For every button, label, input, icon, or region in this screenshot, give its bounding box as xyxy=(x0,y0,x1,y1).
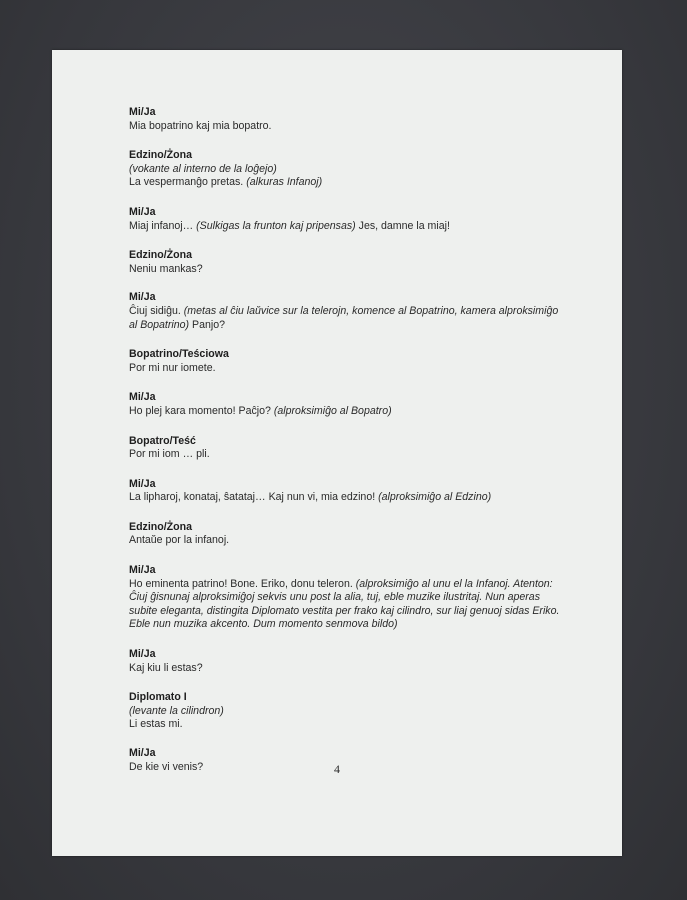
spoken-text: Antaŭe por la infanoj. xyxy=(129,534,230,547)
spoken-text: Ho eminenta patrino! Bone. Eriko, donu teleron. xyxy=(129,577,356,590)
dialogue-line xyxy=(129,362,599,376)
stage-direction: (vokante al interno de la loĝejo) xyxy=(129,162,277,175)
dialogue-line xyxy=(129,718,599,732)
spoken-text: Panjo? xyxy=(189,318,226,331)
dialogue-line xyxy=(129,220,599,234)
dialogue-block xyxy=(129,249,599,276)
spoken-text: Neniu mankas? xyxy=(129,262,203,275)
dialogue-block xyxy=(129,521,599,548)
dialogue-block xyxy=(129,564,599,632)
dialogue-block xyxy=(129,149,599,190)
stage-direction: (alkuras Infanoj) xyxy=(246,176,323,189)
stage-direction: al Bopatrino) xyxy=(129,318,190,331)
dialogue-block xyxy=(129,206,599,233)
spoken-text: Jes, damne la miaj! xyxy=(355,219,450,232)
speaker-name: Mi/Ja xyxy=(129,106,156,118)
stage-direction: (alproksimiĝo al Bopatro) xyxy=(273,404,392,417)
script-text xyxy=(129,90,599,774)
dialogue-block xyxy=(129,435,599,462)
dialogue-line xyxy=(129,591,599,605)
dialogue-block xyxy=(129,348,599,375)
spoken-text: La lipharoj, konataj, ŝatataj… Kaj nun vi, mia edzino! xyxy=(129,491,379,504)
dialogue-line xyxy=(129,534,599,548)
stage-direction: (metas al ĉiu laŭvice sur la telerojn, komence al Bopatrino, kamera alproksimiĝo xyxy=(183,304,559,317)
spoken-text: Por mi nur iomete. xyxy=(129,361,216,374)
dialogue-line xyxy=(129,448,599,462)
dialogue-line xyxy=(129,263,599,277)
dialogue-block xyxy=(129,648,599,675)
spoken-text: La vespermanĝo pretas. xyxy=(129,176,247,189)
document-page xyxy=(52,50,622,856)
dialogue-line xyxy=(129,491,599,505)
stage-direction: (Sulkigas la frunton kaj pripensas) xyxy=(196,219,356,232)
speaker-name: Mi/Ja xyxy=(129,747,156,759)
dialogue-block xyxy=(129,106,599,133)
spoken-text: Li estas mi. xyxy=(129,718,183,731)
stage-direction: (levante la cilindron) xyxy=(129,704,224,717)
speaker-name: Edzino/Żona xyxy=(129,249,192,262)
speaker-name: Mi/Ja xyxy=(129,648,156,661)
dialogue-line xyxy=(129,305,599,319)
speaker-name: Bopatro/Teść xyxy=(129,434,196,447)
stage-direction: subite eleganta, distingita Diplomato vestita per frako kaj cilindro, sur liaj genuoj sidas Eriko. xyxy=(129,604,560,617)
dialogue-block xyxy=(129,691,599,732)
speaker-name: Mi/Ja xyxy=(129,205,156,218)
stage-direction: Eble nun muzika akcento. Dum momento senmova bildo) xyxy=(129,618,398,631)
stage-direction: Ĉiuj ĝisnunaj alproksimiĝoj sekvis unu post la alia, tuj, eble muzike ilustritaj. Nun aperas xyxy=(129,591,540,604)
speaker-name: Mi/Ja xyxy=(129,291,156,304)
spoken-text: Mia bopatrino kaj mia bopatro. xyxy=(129,119,272,132)
dialogue-line xyxy=(129,120,599,134)
spoken-text: De kie vi venis? xyxy=(129,760,204,773)
dialogue-line xyxy=(129,662,599,676)
speaker-name: Edzino/Żona xyxy=(129,520,192,533)
dialogue-line xyxy=(129,176,599,190)
dialogue-line xyxy=(129,319,599,333)
dialogue-line xyxy=(129,163,599,177)
spoken-text: Miaj infanoj… xyxy=(129,219,197,232)
spoken-text: Ĉiuj sidiĝu. xyxy=(129,304,184,317)
dialogue-line xyxy=(129,405,599,419)
page-number: 4 xyxy=(334,762,340,776)
speaker-name: Bopatrino/Teściowa xyxy=(129,348,229,361)
dialogue-line xyxy=(129,705,599,719)
stage-direction: (alproksimiĝo al unu el la Infanoj. Atenton: xyxy=(355,577,553,590)
stage-direction: (alproksimiĝo al Edzino) xyxy=(378,491,492,504)
dialogue-line xyxy=(129,578,599,592)
speaker-name: Mi/Ja xyxy=(129,477,156,490)
speaker-name: Edzino/Żona xyxy=(129,149,192,162)
dialogue-block xyxy=(129,391,599,418)
speaker-name: Diplomato I xyxy=(129,691,187,704)
dialogue-line xyxy=(129,618,599,632)
spoken-text: Ho plej kara momento! Paĉjo? xyxy=(129,404,274,417)
speaker-name: Mi/Ja xyxy=(129,391,156,404)
dialogue-block xyxy=(129,291,599,332)
speaker-name: Mi/Ja xyxy=(129,564,156,577)
spoken-text: Kaj kiu li estas? xyxy=(129,661,203,674)
spoken-text: Por mi iom … pli. xyxy=(129,448,210,461)
dialogue-block xyxy=(129,478,599,505)
dialogue-line xyxy=(129,605,599,619)
